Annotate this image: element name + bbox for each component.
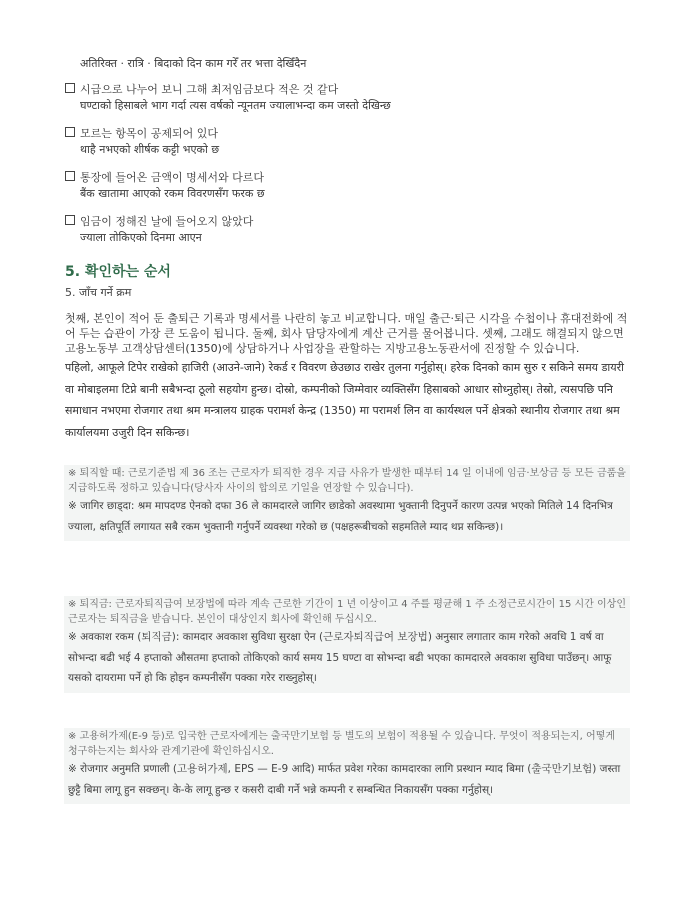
checklist-item	[65, 82, 655, 114]
checklist-item-nepali: घण्टाको हिसाबले भाग गर्दा त्यस वर्षको न्यूनतम ज्यालाभन्दा कम जस्तो देखिन्छ	[80, 99, 391, 112]
note-korean: ※ 고용허가제(E-9 등)로 입국한 근로자에게는 출국만기보험 등 별도의 보험이 적용될 수 있습니다. 무엇이 적용되는지, 어떻게 청구하는지는 회사와 관계기관에 확인하십시오.	[68, 731, 616, 757]
note-nepali: ※ रोजगार अनुमति प्रणाली (고용허가제, EPS — E-9 आदि) मार्फत प्रवेश गरेका कामदारका लागि प्रस्थान म्याद बिमा (출국만기보험) जस्ता छुट्टै बिमा लागू हुन सक्छन्। के-के लागू हुन्छ र कसरी दाबी गर्ने भन्ने कम्पनी र सम्बन्धित निकायसँग पक्का गर्नुहोस्।	[68, 763, 621, 796]
checklist-item-nepali: थाहै नभएको शीर्षक कट्टी भएको छ	[80, 143, 220, 156]
checklist-item-nepali: ज्याला तोकिएको दिनमा आएन	[80, 231, 202, 244]
checklist-item	[65, 214, 655, 246]
procedure-body	[65, 312, 633, 443]
checklist-item-korean: 시급으로 나누어 보니 그해 최저임금보다 적은 것 같다	[80, 83, 339, 96]
note-box-severance	[64, 596, 630, 693]
section-subtitle: 5. जाँच गर्ने क्रम	[65, 286, 132, 299]
procedure-paragraph-nepali: पहिलो, आफूले टिपेर राखेको हाजिरी (आउने-जाने) रेकर्ड र विवरण छेउछाउ राखेर तुलना गर्नुहोस्। हरेक दिनको काम सुरु र सकिने समय डायरी वा मोबाइलमा टिप्ने बानी सबैभन्दा ठूलो सहयोग हुन्छ। दोस्रो, कम्पनीको जिम्मेवार व्यक्तिसँग हिसाबको आधार सोध्नुहोस्। तेस्रो, त्यसपछि पनि समाधान नभएमा रोजगार तथा श्रम मन्त्रालय ग्राहक परामर्श केन्द्र (1350) मा परामर्श लिन वा कार्यस्थल पर्ने क्षेत्रको स्थानीय रोजगार तथा श्रम कार्यालयमा उजुरी दिन सकिन्छ।	[65, 361, 624, 439]
checkbox-icon	[65, 127, 75, 137]
checkbox-icon	[65, 83, 75, 93]
checklist-item	[65, 170, 655, 202]
checklist-continuation-line: अतिरिक्त · रात्रि · बिदाको दिन काम गरेँ तर भत्ता देखिँदैन	[80, 57, 307, 70]
checklist-item	[65, 126, 655, 158]
checklist-item-korean: 통장에 들어온 금액이 명세서와 다르다	[80, 171, 265, 184]
note-nepali: ※ अवकाश रकम (퇴직금): कामदार अवकाश सुविधा सुरक्षा ऐन (근로자퇴직급여 보장법) अनुसार लगातार काम गरेको अवधि 1 वर्ष वा सोभन्दा बढी भई 4 हप्ताको औसतमा हप्ताको तोकिएको कार्य समय 15 घण्टा वा सोभन्दा बढी भएका कामदारले अवकाश सुविधा पाउँछन्। आफू यसको दायरामा पर्ने हो कि होइन कम्पनीसँग पक्का गरेर राख्नुहोस्।	[68, 631, 612, 684]
note-nepali: ※ जागिर छाड्दा: श्रम मापदण्ड ऐनको दफा 36 ले कामदारले जागिर छाडेको अवस्थामा भुक्तानी दिनुपर्ने कारण उत्पन्न भएको मितिले 14 दिनभित्र ज्याला, क्षतिपूर्ति लगायत सबै रकम भुक्तानी गर्नुपर्ने व्यवस्था गरेको छ (पक्षहरूबीचको सहमतिले म्याद थप्न सकिन्छ)।	[68, 500, 613, 533]
checkbox-icon	[65, 215, 75, 225]
checklist-item-korean: 임금이 정해진 날에 들어오지 않았다	[80, 215, 254, 228]
checklist-item-nepali: बैंक खातामा आएको रकम विवरणसँग फरक छ	[80, 187, 265, 200]
procedure-paragraph-korean: 첫째, 본인이 적어 둔 출퇴근 기록과 명세서를 나란히 놓고 비교합니다. 매일 출근·퇴근 시각을 수첩이나 휴대전화에 적어 두는 습관이 가장 큰 도움이 됩니다. 둘째, 회사 담당자에게 계산 근거를 물어봅니다. 셋째, 그래도 해결되지 않으면 고용노동부 고객상담센터(1350)에 상담하거나 사업장을 관할하는 지방고용노동관서에 진정할 수 있습니다.	[65, 312, 628, 355]
checklist	[65, 82, 655, 258]
note-korean: ※ 퇴직금: 근로자퇴직급여 보장법에 따라 계속 근로한 기간이 1 년 이상이고 4 주를 평균해 1 주 소정근로시간이 15 시간 이상인 근로자는 퇴직금을 받습니다. 본인이 대상인지 회사에 확인해 두십시오.	[68, 599, 626, 625]
note-box-resignation	[64, 465, 630, 541]
note-box-eps-insurance	[64, 728, 630, 804]
section-title: 5. 확인하는 순서	[65, 264, 171, 280]
note-korean: ※ 퇴직할 때: 근로기준법 제 36 조는 근로자가 퇴직한 경우 지급 사유가 발생한 때부터 14 일 이내에 임금·보상금 등 모든 금품을 지급하도록 정하고 있습니다(당사자 사이의 합의로 기일을 연장할 수 있습니다).	[68, 468, 626, 494]
checklist-item-korean: 모르는 항목이 공제되어 있다	[80, 127, 219, 140]
checkbox-icon	[65, 171, 75, 181]
